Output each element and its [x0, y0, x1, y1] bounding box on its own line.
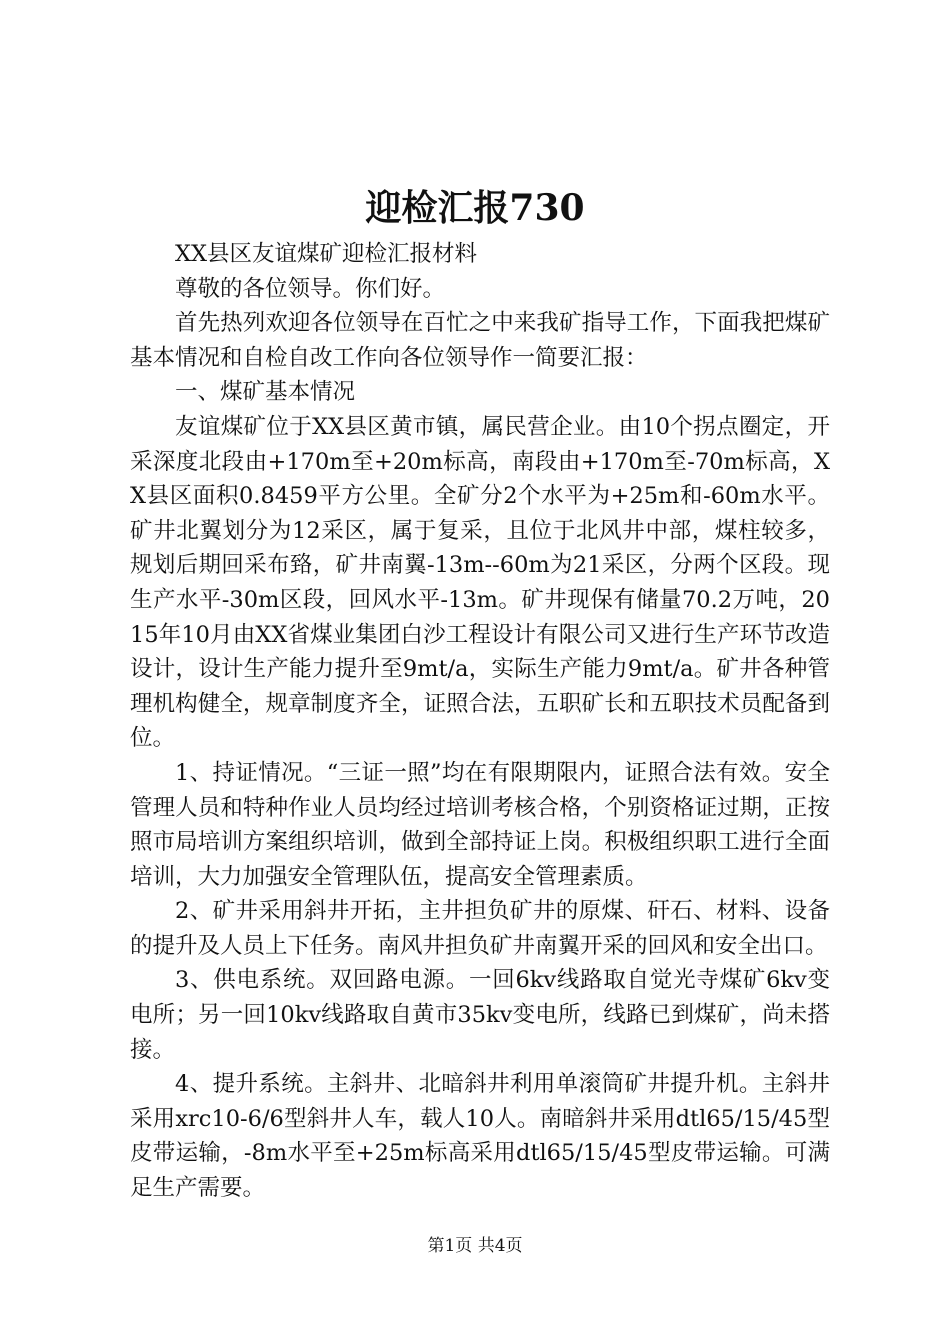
paragraph-greeting: 尊敬的各位领导。你们好。: [175, 275, 446, 302]
paragraph-heading-material: XX县区友谊煤矿迎检汇报材料: [175, 241, 478, 267]
document-body: [130, 237, 830, 1206]
paragraph-power-supply: 3、供电系统。双回路电源。一回6kv线路取自觉光寺煤矿6kv变电所；另一回10kv线路取自黄市35kv变电所，线路已到煤矿，尚未搭接。: [130, 967, 830, 1063]
document-title: 迎检汇报730: [365, 187, 585, 229]
page-footer: 第1页 共4页: [427, 1236, 523, 1256]
paragraph-welcome: 首先热列欢迎各位领导在百忙之中来我矿指导工作，下面我把煤矿基本情况和自检自改工作向各位领导作一简要汇报：: [130, 310, 830, 371]
paragraph-mine-overview: 友谊煤矿位于XX县区黄市镇，属民营企业。由10个拐点圈定，开采深度北段由+170m至+20m标高，南段由+170m至-70m标高，XX县区面积0.8459平方公里。全矿分2个水平为+25m和-60m水平。矿井北翼划分为12采区，属于复采，且位于北风井中部，煤柱较多，规划后期回采布臵，矿井南翼-13m--60m为21采区，分两个区段。现生产水平-30m区段，回风水平-13m。矿井现保有储量70.2万吨，2015年10月由XX省煤业集团白沙工程设计有限公司又进行生产环节改造设计，设计生产能力提升至9mt/a，实际生产能力9mt/a。矿井各种管理机构健全，规章制度齐全，证照合法，五职矿长和五职技术员配备到位。: [130, 413, 830, 752]
paragraph-certificates: 1、持证情况。“三证一照”均在有限期限内，证照合法有效。安全管理人员和特种作业人员均经过培训考核合格，个别资格证过期，正按照市局培训方案组织培训，做到全部持证上岗。积极组织职工进行全面培训，大力加强安全管理队伍，提高安全管理素质。: [130, 759, 830, 890]
paragraph-development: 2、矿井采用斜井开拓，主井担负矿井的原煤、矸石、材料、设备的提升及人员上下任务。南风井担负矿井南翼开采的回风和安全出口。: [130, 898, 830, 959]
paragraph-hoisting: 4、提升系统。主斜井、北暗斜井利用单滚筒矿井提升机。主斜井采用xrc10-6/6型斜井人车，载人10人。南暗斜井采用dtl65/15/45型皮带运输，-8m水平至+25m标高采用dtl65/15/45型皮带运输。可满足生产需要。: [130, 1071, 830, 1202]
section-heading-basic-info: 一、煤矿基本情况: [175, 379, 356, 406]
